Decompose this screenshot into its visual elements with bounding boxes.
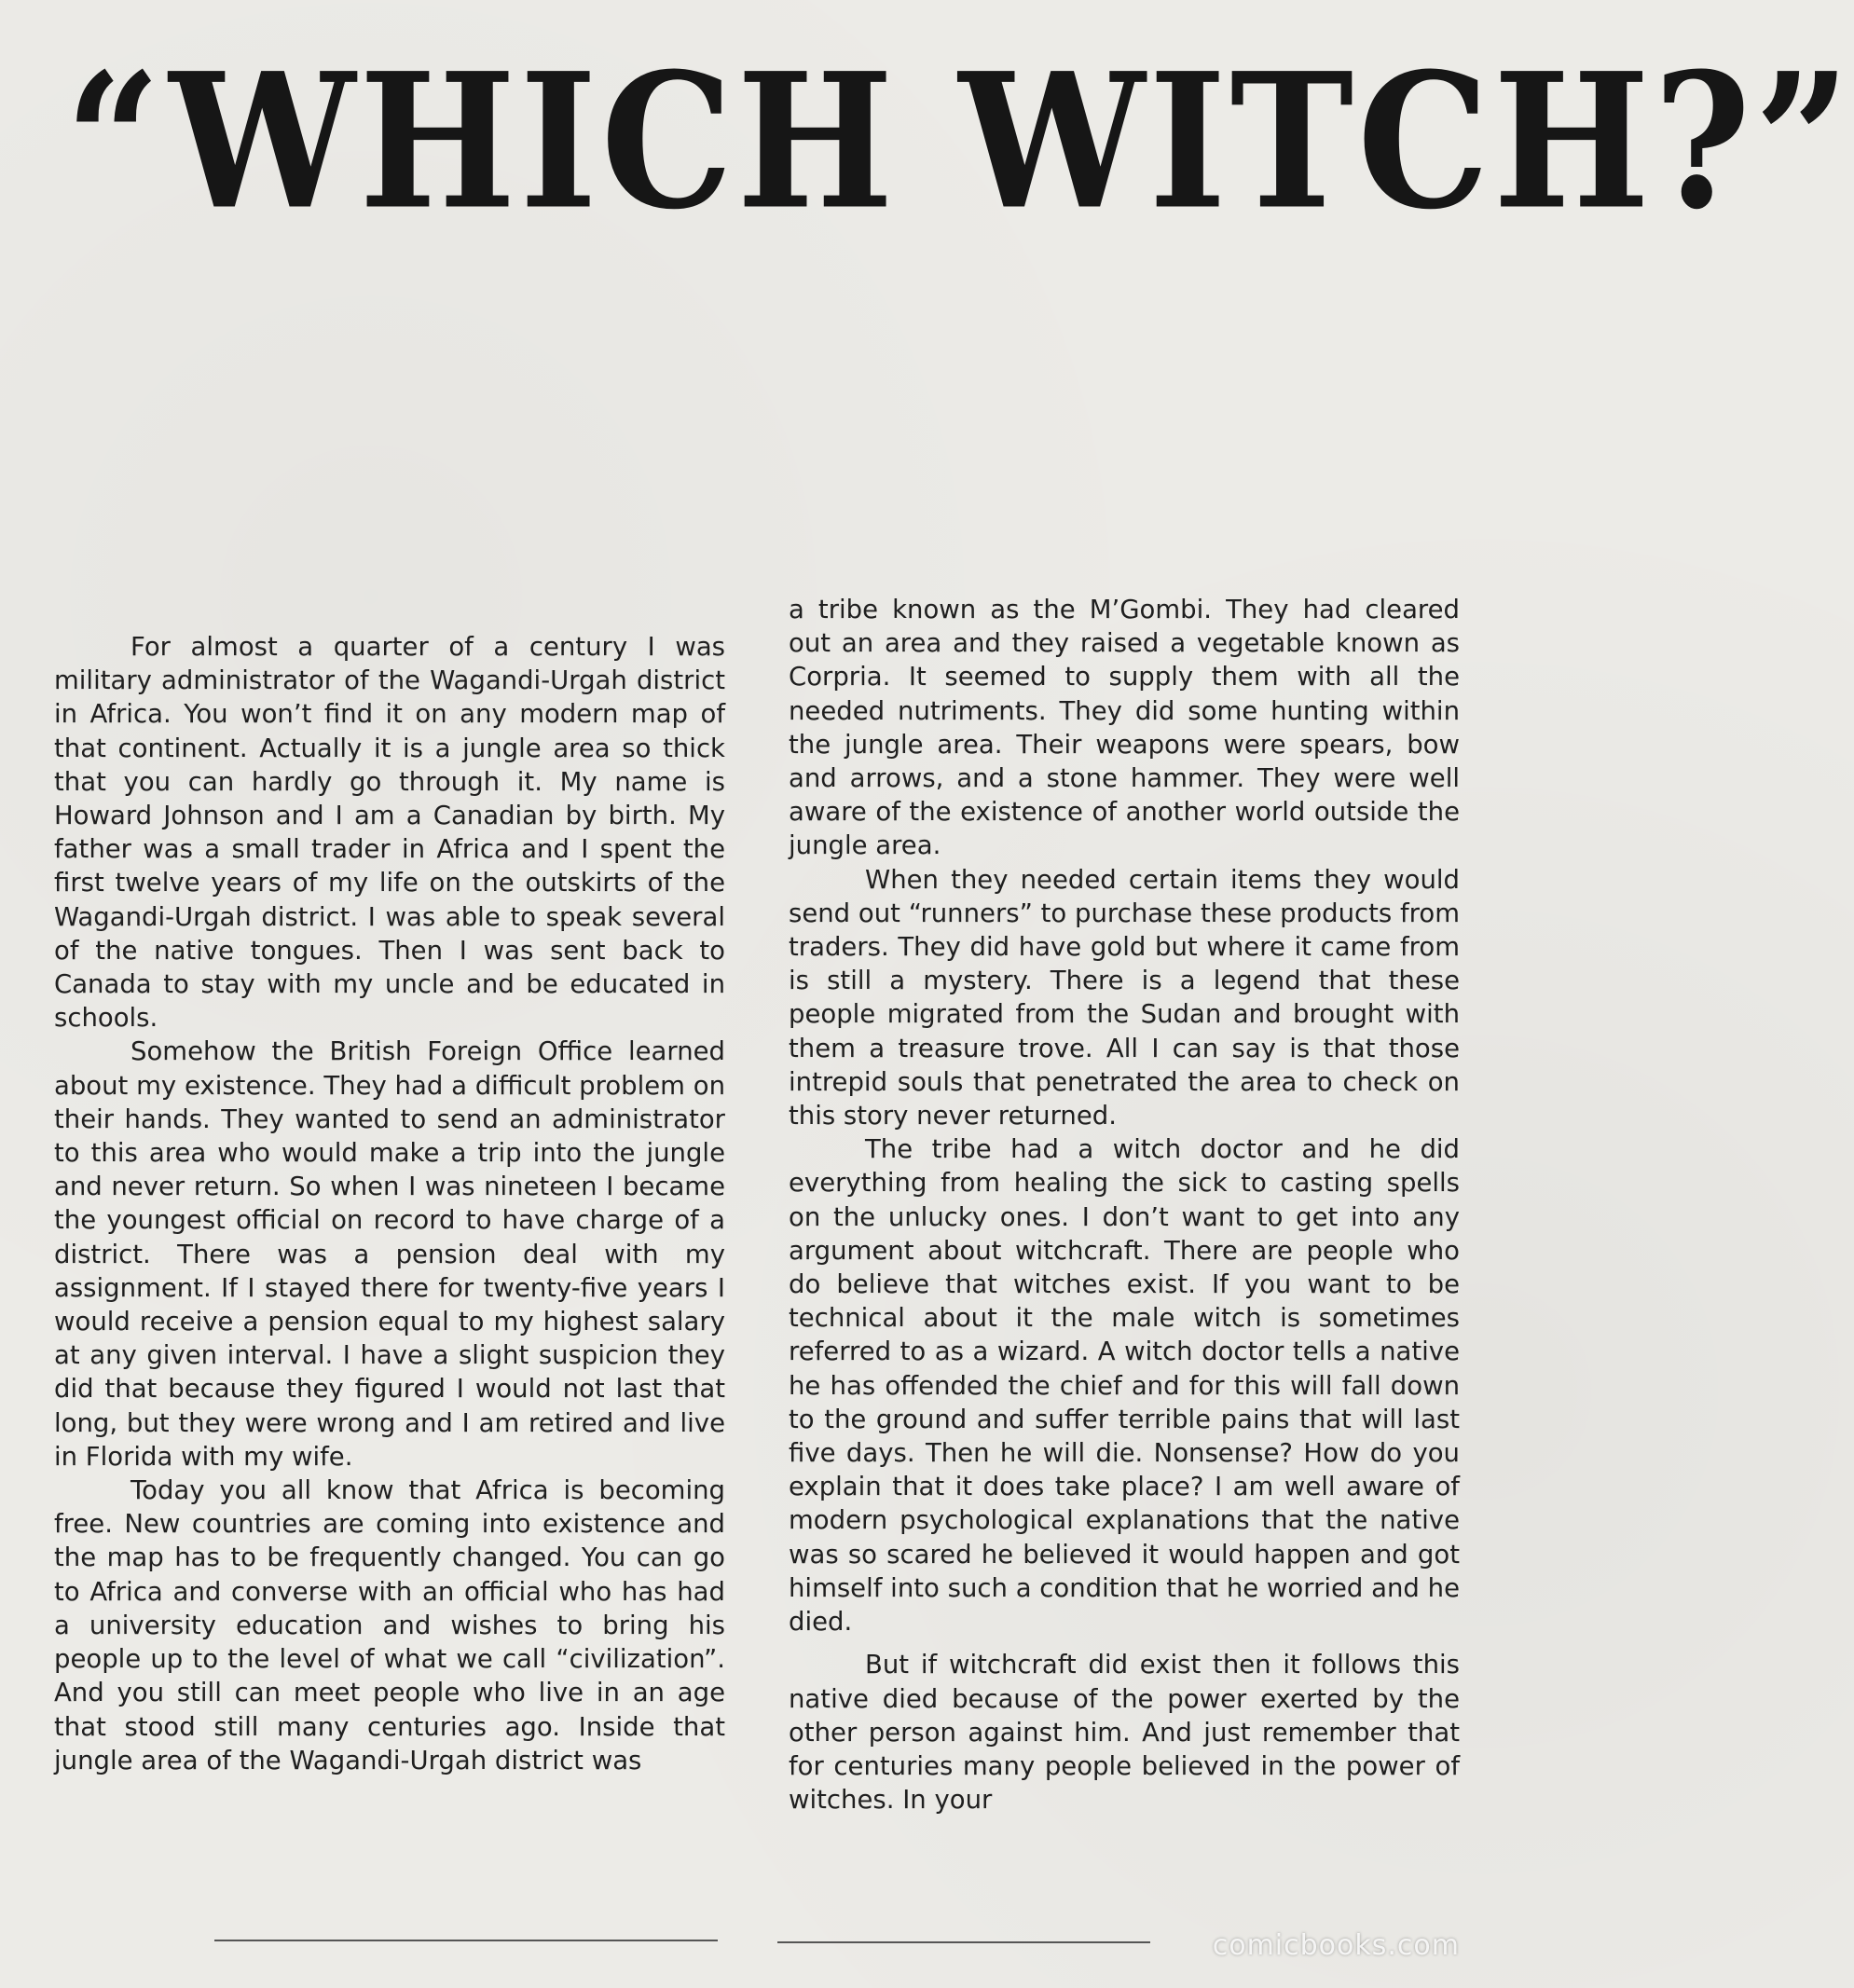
paragraph: The tribe had a witch doctor and he did everything from healing the sick to casting spells on the unlucky ones. I don’t want to get into any argument about witchcraft. There are people who do believe that witches exist. If you want to be technical about it the male witch is sometimes referred to as a wizard. A witch doctor tells a native he has offended the chief and for this will fall down to the ground and suffer terrible pains that will last five days. Then he will die. Nonsense? How do you explain that it does take place? I am well aware of modern psychological explanations that the native was so scared he believed it would happen and got himself into such a condition that he worried and he died.: [789, 1134, 1460, 1638]
bottom-rule-right: [777, 1941, 1150, 1943]
paragraph: Today you all know that Africa is becoming free. New countries are coming into existence and the map has to be frequently changed. You can go to Africa and converse with an official who has had a university education and wishes to bring his people up to the level of what we call “civilization”. And you still can meet people who live in an age that stood still many centuries ago. Inside that jungle area of the Wagandi-Urgah district was: [54, 1475, 725, 1775]
paragraph: But if witchcraft did exist then it follows this native died because of the power exerted by the other person against him. And just remember that for centuries many people believed in the power of witches. In your: [789, 1650, 1460, 1816]
paragraph: For almost a quarter of a century I was military administrator of the Wagandi-Urgah district in Africa. You won’t find it on any modern map of that continent. Actually it is a jungle area so thick that you can hardly go through it. My name is Howard Johnson and I am a Canadian by birth. My father was a small trader in Africa and I spent the first twelve years of my life on the outskirts of the Wagandi-Urgah district. I was able to speak several of the native tongues. Then I was sent back to Canada to stay with my uncle and be educated in schools.: [54, 632, 725, 1034]
right-column: [789, 593, 1460, 1817]
left-column: [54, 630, 725, 1777]
watermark-text: comicbooks.com: [1212, 1929, 1460, 1962]
article-title: “WHICH WITCH?”: [65, 32, 1854, 251]
paragraph: a tribe known as the M’Gombi. They had cleared out an area and they raised a vegetable known as Corpria. It seemed to supply them with all the needed nutriments. They did some hunting within the jungle area. Their weapons were spears, bow and arrows, and a stone hammer. They were well aware of the existence of another world outside the jungle area.: [789, 595, 1460, 861]
paragraph: When they needed certain items they would send out “runners” to purchase these products from traders. They did have gold but where it came from is still a mystery. There is a legend that these people migrated from the Sudan and brought with them a treasure trove. All I can say is that those intrepid souls that penetrated the area to check on this story never returned.: [789, 864, 1460, 1131]
paragraph: Somehow the British Foreign Office learned about my existence. They had a difficult problem on their hands. They wanted to send an administrator to this area who would make a trip into the jungle and never return. So when I was nineteen I became the youngest official on record to have charge of a district. There was a pension deal with my assignment. If I stayed there for twenty-five years I would receive a pension equal to my highest salary at any given interval. I have a slight suspicion they did that because they figured I would not last that long, but they were wrong and I am retired and live in Florida with my wife.: [54, 1036, 725, 1472]
bottom-rule-left: [214, 1940, 718, 1941]
